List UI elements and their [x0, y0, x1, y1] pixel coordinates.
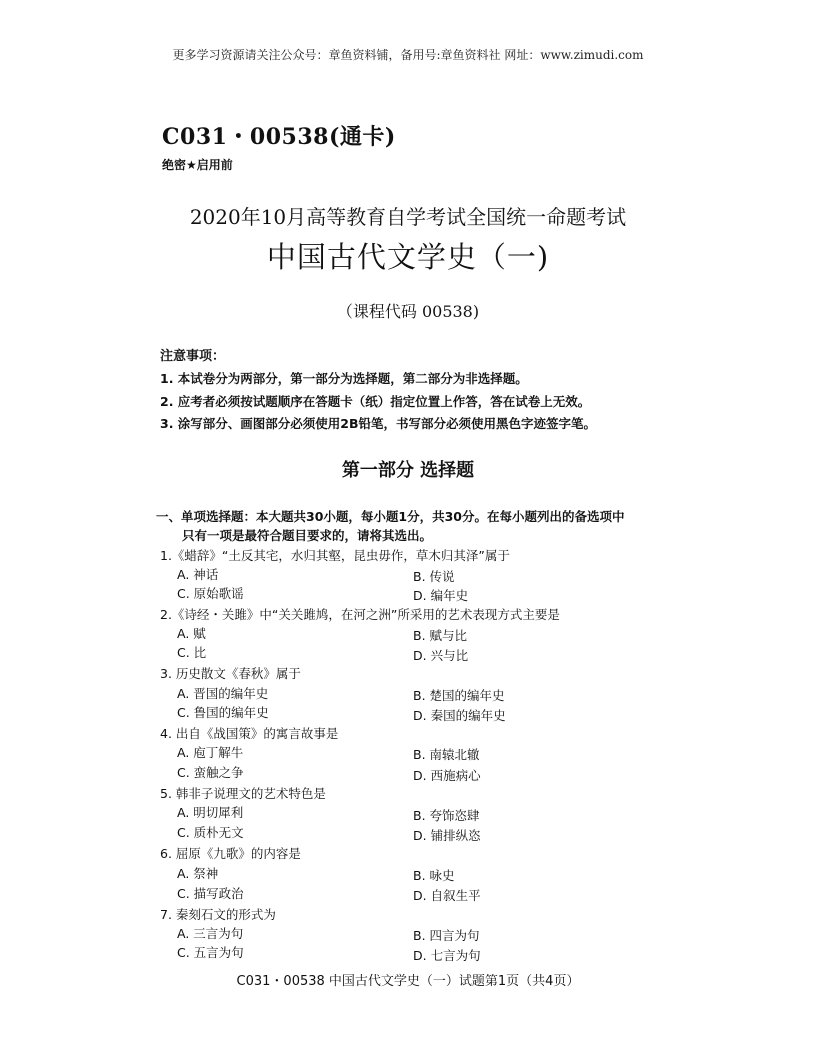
question-stem: 6. 屈原《九歌》的内容是 — [160, 846, 301, 861]
option-b: B. 传说 — [413, 569, 455, 584]
option-a: A. 神话 — [177, 567, 219, 582]
option-d: D. 编年史 — [413, 588, 469, 603]
option-b: B. 四言为句 — [413, 928, 480, 943]
course-code: （课程代码 00538) — [336, 302, 480, 321]
option-b: B. 夸饰恣肆 — [413, 808, 480, 823]
option-c: C. 蛮触之争 — [177, 765, 244, 780]
option-d: D. 西施病心 — [413, 768, 481, 783]
question-stem: 2.《诗经・关雎》中“关关雎鸠，在河之洲”所采用的艺术表现方式主要是 — [160, 607, 560, 622]
note-item: 2. 应考者必须按试题顺序在答题卡（纸）指定位置上作答，答在试卷上无效。 — [160, 394, 591, 409]
option-a: A. 祭神 — [177, 866, 219, 881]
option-d: D. 铺排纵恣 — [413, 828, 481, 843]
option-d: D. 七言为句 — [413, 948, 481, 963]
option-d: D. 自叙生平 — [413, 888, 481, 903]
secret-label: 绝密★启用前 — [162, 158, 233, 172]
header-banner: 更多学习资源请关注公众号：章鱼资料铺，备用号:章鱼资料社 网址：www.zimudi.com — [172, 48, 644, 62]
question-stem: 5. 韩非子说理文的艺术特色是 — [160, 786, 326, 801]
section-instruction-cont: 只有一项是最符合题目要求的，请将其选出。 — [182, 528, 433, 543]
exam-title: 2020年10月高等教育自学考试全国统一命题考试 — [189, 205, 627, 229]
note-item: 1. 本试卷分为两部分，第一部分为选择题，第二部分为非选择题。 — [160, 371, 528, 386]
question-stem: 7. 秦刻石文的形式为 — [160, 907, 276, 922]
option-b: B. 赋与比 — [413, 628, 468, 643]
option-b: B. 南辕北辙 — [413, 747, 480, 762]
subject-title: 中国古代文学史（一) — [266, 240, 550, 274]
option-d: D. 秦国的编年史 — [413, 708, 506, 723]
option-c: C. 原始歌谣 — [177, 586, 244, 601]
option-a: A. 明切犀利 — [177, 805, 244, 820]
option-a: A. 庖丁解牛 — [177, 745, 244, 760]
option-c: C. 质朴无文 — [177, 825, 244, 840]
option-d: D. 兴与比 — [413, 648, 469, 663]
note-item: 3. 涂写部分、画图部分必须使用2B铅笔，书写部分必须使用黑色字迹签字笔。 — [160, 416, 597, 431]
option-a: A. 赋 — [177, 626, 206, 641]
option-a: A. 三言为句 — [177, 926, 244, 941]
part-title: 第一部分 选择题 — [341, 460, 475, 481]
option-a: A. 晋国的编年史 — [177, 686, 269, 701]
option-c: C. 鲁国的编年史 — [177, 705, 269, 720]
page-footer: C031・00538 中国古代文学史（一）试题第1页（共4页） — [236, 974, 580, 989]
question-stem: 1.《蜡辞》“土反其宅，水归其壑，昆虫毋作，草木归其泽”属于 — [160, 548, 510, 563]
question-stem: 4. 出自《战国策》的寓言故事是 — [160, 726, 339, 741]
notes-title: 注意事项： — [160, 349, 226, 364]
option-c: C. 五言为句 — [177, 945, 244, 960]
option-b: B. 咏史 — [413, 868, 455, 883]
option-c: C. 描写政治 — [177, 886, 244, 901]
option-c: C. 比 — [177, 645, 207, 660]
exam-code: C031・00538(通卡) — [162, 124, 396, 150]
question-stem: 3. 历史散文《春秋》属于 — [160, 666, 301, 681]
option-b: B. 楚国的编年史 — [413, 688, 505, 703]
section-instruction: 一、单项选择题：本大题共30小题，每小题1分，共30分。在每小题列出的备选项中 — [156, 509, 625, 524]
